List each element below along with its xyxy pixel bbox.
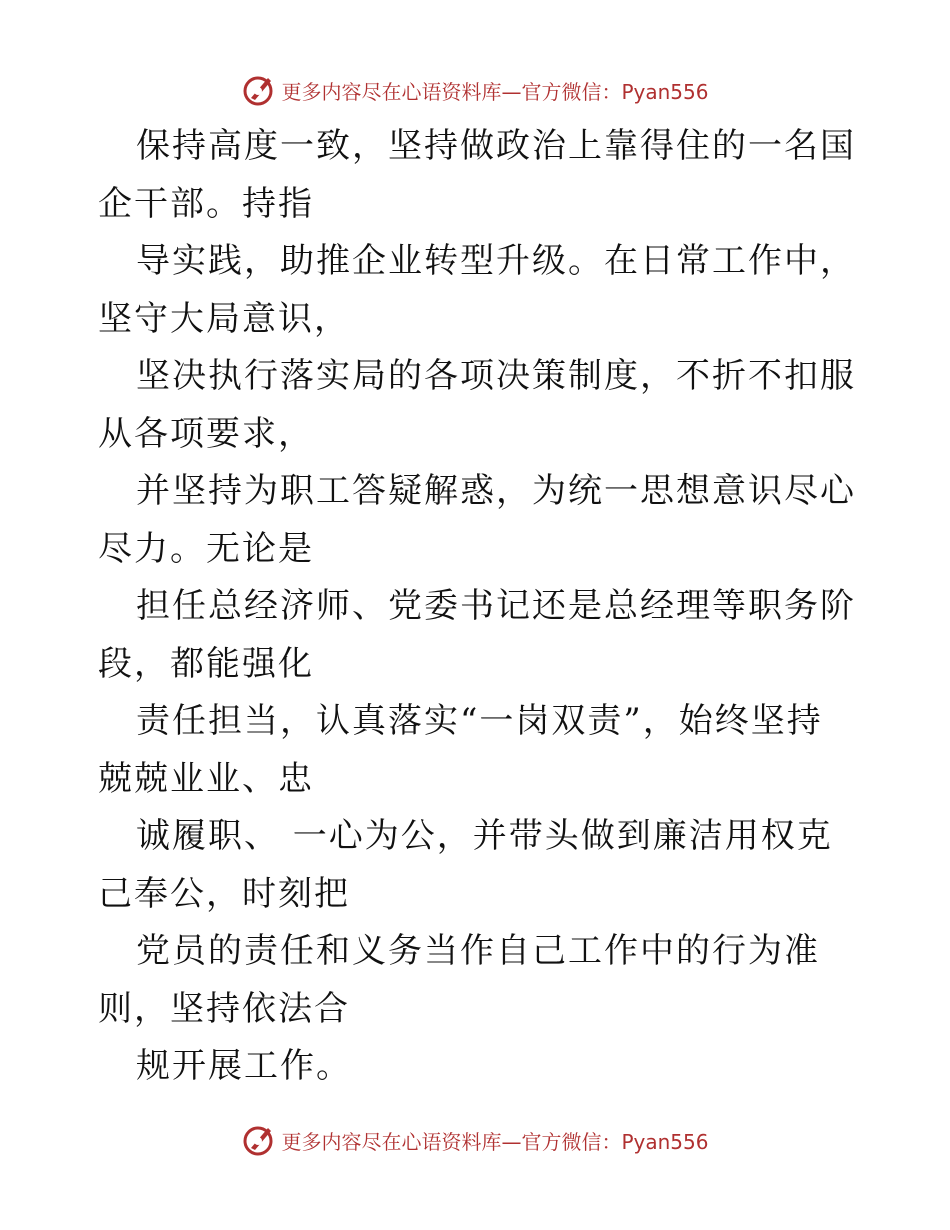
paragraph: 责任担当，认真落实“一岗双责”，始终坚持兢兢业业、忠 — [98, 701, 823, 799]
paragraph: 并坚持为职工答疑解惑，为统一思想意识尽心尽力。无论是 — [98, 471, 856, 569]
document-body — [98, 118, 858, 1096]
banner-text: 更多内容尽在心语资料库—官方微信：Pyan556 — [281, 79, 709, 104]
paragraph: 保持高度一致，坚持做政治上靠得住的一名国企干部。持指 — [98, 126, 856, 224]
footer-banner — [0, 1120, 950, 1160]
paragraph: 坚决执行落实局的各项决策制度，不折不扣服从各项要求， — [98, 356, 856, 454]
header-banner — [0, 70, 950, 110]
quill-logo-icon — [241, 1122, 277, 1158]
quill-logo-icon — [241, 72, 277, 108]
paragraph: 导实践，助推企业转型升级。在日常工作中，坚守大局意识， — [98, 241, 856, 339]
paragraph: 党员的责任和义务当作自己工作中的行为准则，坚持依法合 — [98, 931, 820, 1029]
paragraph: 担任总经济师、党委书记还是总经理等职务阶段，都能强化 — [98, 586, 856, 684]
paragraph: 诚履职、 一心为公，并带头做到廉洁用权克己奉公，时刻把 — [98, 816, 833, 914]
banner-text: 更多内容尽在心语资料库—官方微信：Pyan556 — [281, 1129, 709, 1154]
paragraph: 规开展工作。 — [136, 1046, 352, 1086]
